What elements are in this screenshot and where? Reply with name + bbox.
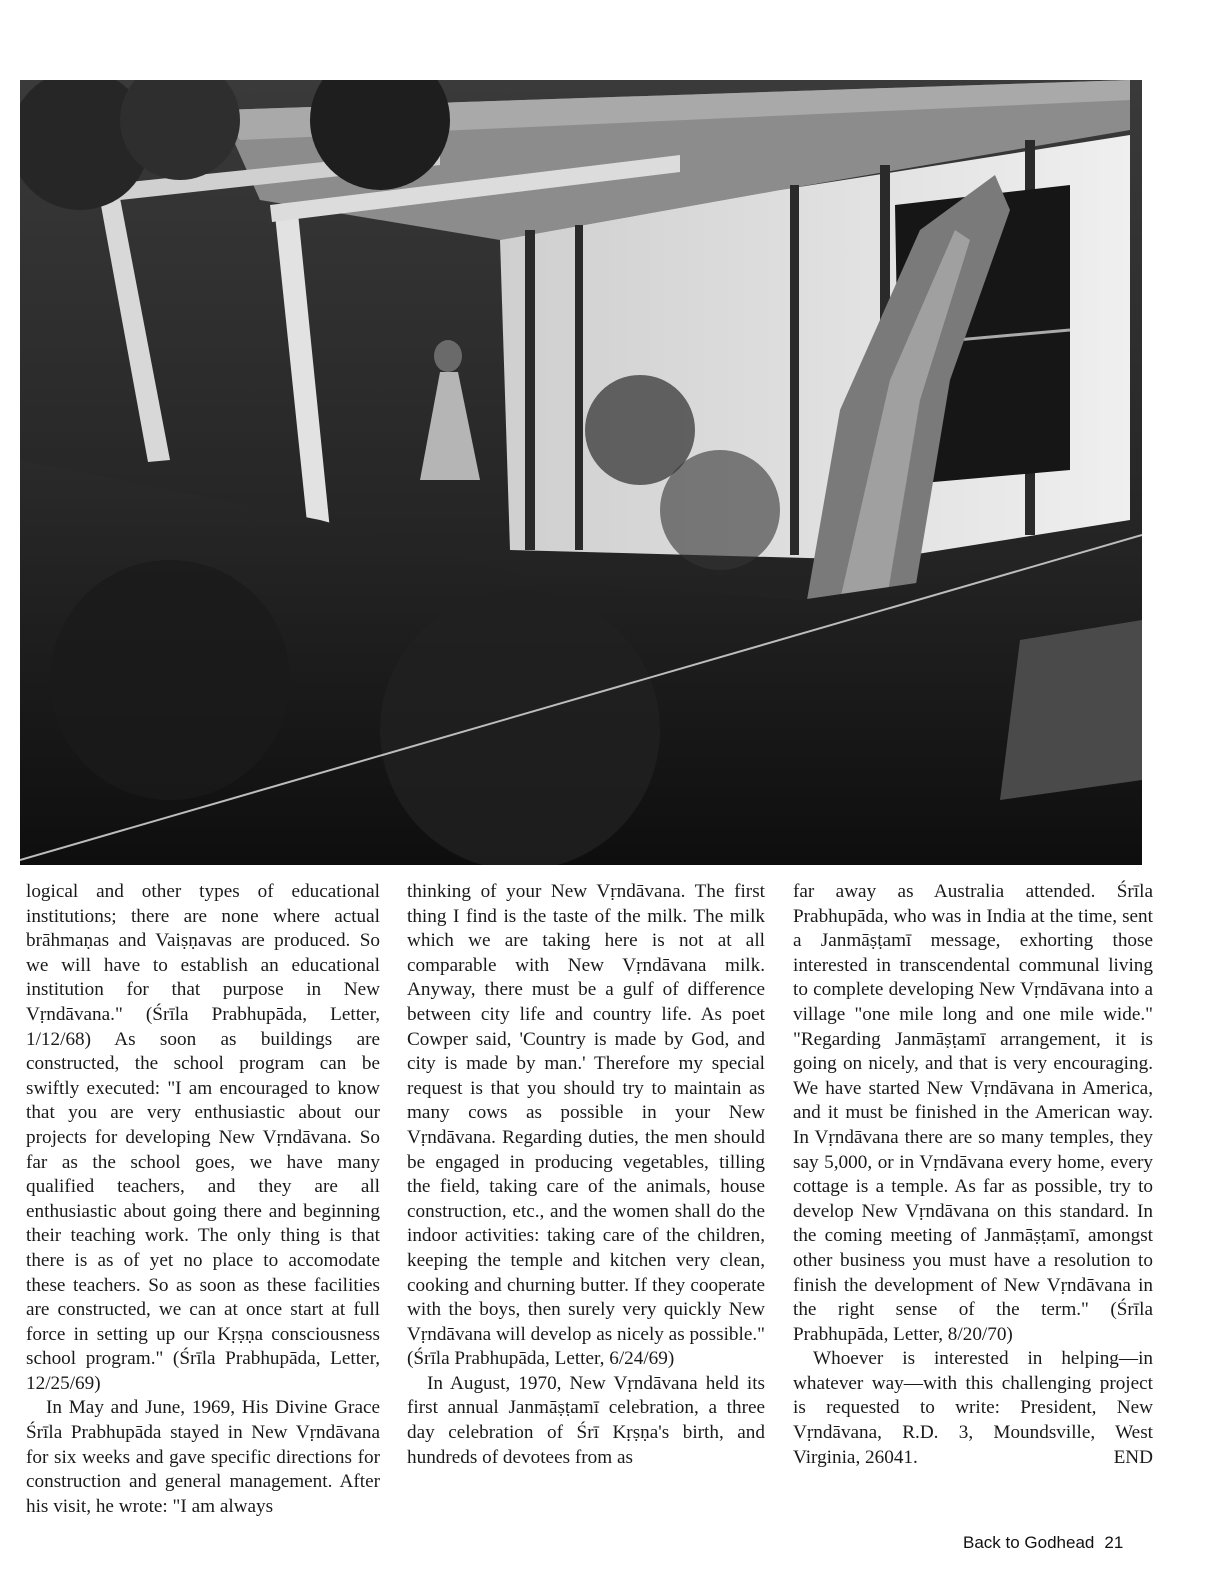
paragraph: logical and other types of educational institutions; there are none where actual brāhmaṇas and Vaiṣṇavas are produced. So we will have to establish an educational institution for that purpose in New Vṛndāvana." (Śrīla Prabhupāda, Letter, 1/12/68) As soon as buildings are constructed, the school program can be swiftly executed: "I am encouraged to know that you are very enthusiastic about our projects for developing New Vṛndāvana. So far as the school goes, we have many qualified teachers, and they are all enthusiastic about going there and beginning their teaching work. The only thing is that there is as of yet no place to accomodate these teachers. So as soon as these facilities are constructed, we can at once start at full force in setting up our Kṛṣṇa consciousness school program." (Śrīla Prabhupāda, Letter, 12/25/69) bbox=[26, 881, 380, 1394]
text-column-3 bbox=[793, 880, 1153, 1470]
publication-name: Back to Godhead bbox=[963, 1533, 1095, 1552]
text-column-1 bbox=[26, 880, 380, 1519]
photo-cabin-girl-icon bbox=[20, 80, 1142, 865]
text-column-2 bbox=[407, 880, 765, 1470]
page-number: 21 bbox=[1104, 1533, 1124, 1552]
paragraph: thinking of your New Vṛndāvana. The first thing I find is the taste of the milk. The milk which we are taking here is not at all comparable with New Vṛndāvana milk. Anyway, there must be a gulf of difference between city life and country life. As poet Cowper said, 'Country is made by God, and city is made by man.' Therefore my special request is that you should try to maintain as many cows as possible in your New Vṛndāvana. Regarding duties, the men should be engaged in producing vegetables, tilling the field, taking care of the animals, house construction, etc., and the women shall do the indoor activities: taking care of the children, keeping the temple and kitchen very clean, cooking and churning butter. If they cooperate with the boys, then surely very quickly New Vṛndāvana will develop as nicely as possible." (Śrīla Prabhupāda, Letter, 6/24/69) bbox=[407, 881, 765, 1370]
cabin-photo bbox=[20, 80, 1142, 865]
paragraph: In August, 1970, New Vṛndāvana held its first annual Janmāṣṭamī celebration, a three day celebration of Śrī Kṛṣṇa's birth, and hundreds of devotees from as bbox=[407, 1372, 765, 1468]
paragraph: far away as Australia attended. Śrīla Prabhupāda, who was in India at the time, sent a Janmāṣṭamī message, exhorting those interested in transcendental communal living to complete developing New Vṛndāvana into a village "one mile long and one mile wide." "Regarding Janmāṣṭamī arrangement, it is going on nicely, and that is very encouraging. We have started New Vṛndāvana in America, and it must be finished in the American way. In Vṛndāvana there are so many temples, they say 5,000, or in Vṛndāvana every home, every cottage is a temple. As far as possible, try to develop New Vṛndāvana on this standard. In the coming meeting of Janmāṣṭamī, amongst other business you must have a resolution to finish the development of New Vṛndāvana in the right sense of the term." (Śrīla Prabhupāda, Letter, 8/20/70) bbox=[793, 881, 1153, 1345]
page-footer bbox=[963, 1533, 1123, 1553]
end-mark: END bbox=[1113, 1446, 1153, 1468]
paragraph bbox=[793, 1347, 1153, 1470]
paragraph: In May and June, 1969, His Divine Grace Śrīla Prabhupāda stayed in New Vṛndāvana for six weeks and gave specific directions for construction and general management. After his visit, he wrote: "I am always bbox=[26, 1397, 380, 1517]
paragraph-text: Whoever is interested in helping—in whatever way—with this challenging project is requested to write: President, New Vṛndāvana, R.D. 3, Moundsville, West Virginia, 26041. bbox=[793, 1348, 1153, 1468]
